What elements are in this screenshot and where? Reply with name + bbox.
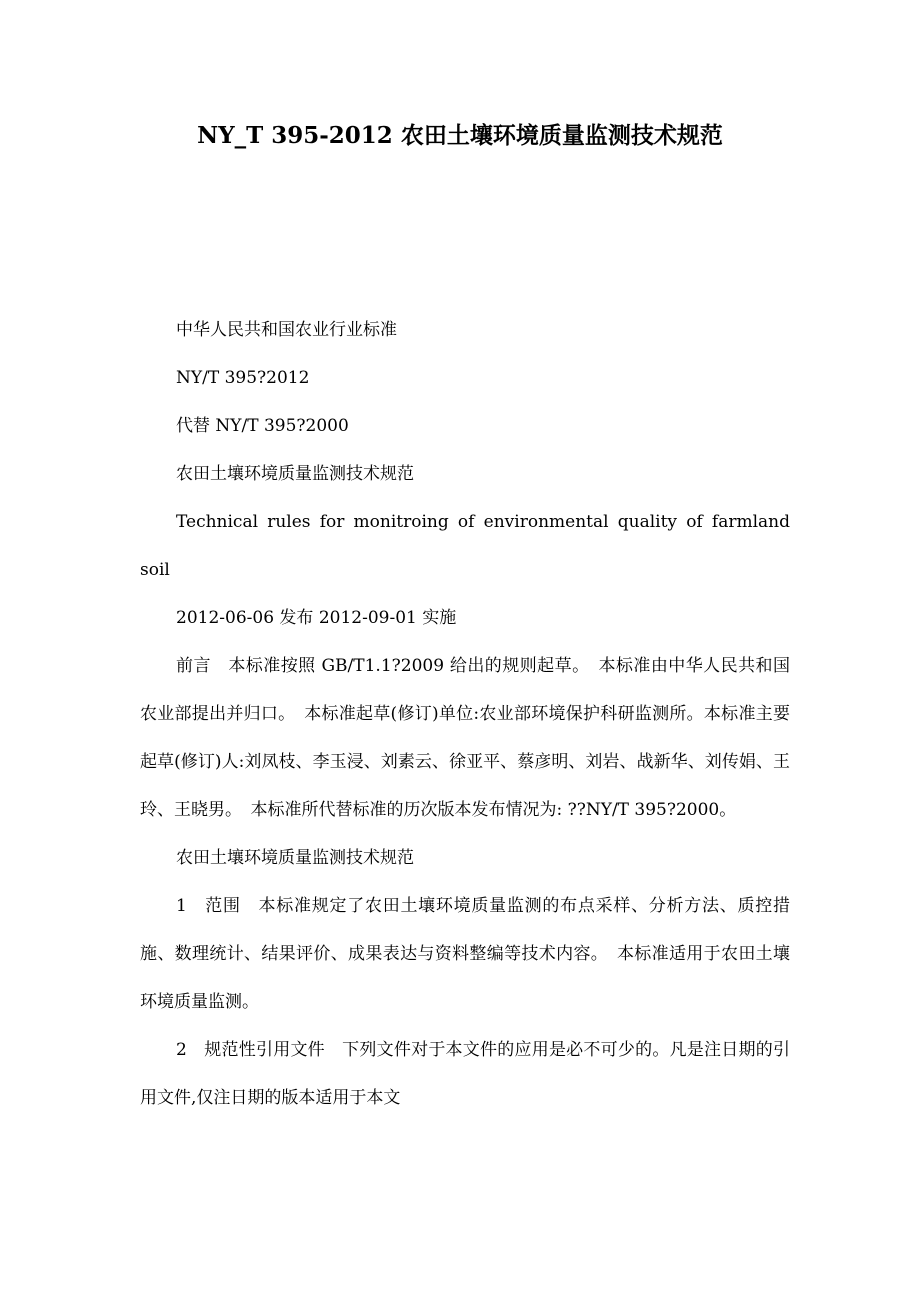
standard-english-title: Technical rules for monitroing of environmental quality of farmland soil — [140, 512, 790, 580]
standard-chinese-title: 农田土壤环境质量监测技术规范 — [176, 464, 414, 484]
normative-references-paragraph: 2 规范性引用文件 下列文件对于本文件的应用是必不可少的。凡是注日期的引用文件,仅注日期的版本适用于本文 — [140, 1040, 790, 1108]
publish-dates: 2012-06-06 发布 2012-09-01 实施 — [176, 608, 457, 628]
replaced-standard: 代替 NY/T 395?2000 — [176, 416, 349, 436]
scope-paragraph: 1 范围 本标准规定了农田土壤环境质量监测的布点采样、分析方法、质控措施、数理统计、结果评价、成果表达与资料整编等技术内容。 本标准适用于农田土壤环境质量监测。 — [140, 896, 790, 1012]
document-body — [140, 306, 790, 1122]
document-title: NY_T 395-2012 农田土壤环境质量监测技术规范 — [197, 122, 723, 149]
standard-category: 中华人民共和国农业行业标准 — [176, 320, 397, 340]
foreword-paragraph: 前言 本标准按照 GB/T1.1?2009 给出的规则起草。 本标准由中华人民共和国农业部提出并归口。 本标准起草(修订)单位:农业部环境保护科研监测所。本标准主要起草(修订)人:刘凤枝、李玉浸、刘素云、徐亚平、蔡彦明、刘岩、战新华、刘传娟、王玲、王晓男。 本标准所代替标准的历次版本发布情况为: ??NY/T 395?2000。 — [140, 656, 790, 820]
section-heading: 农田土壤环境质量监测技术规范 — [176, 848, 414, 868]
standard-number: NY/T 395?2012 — [176, 368, 310, 388]
